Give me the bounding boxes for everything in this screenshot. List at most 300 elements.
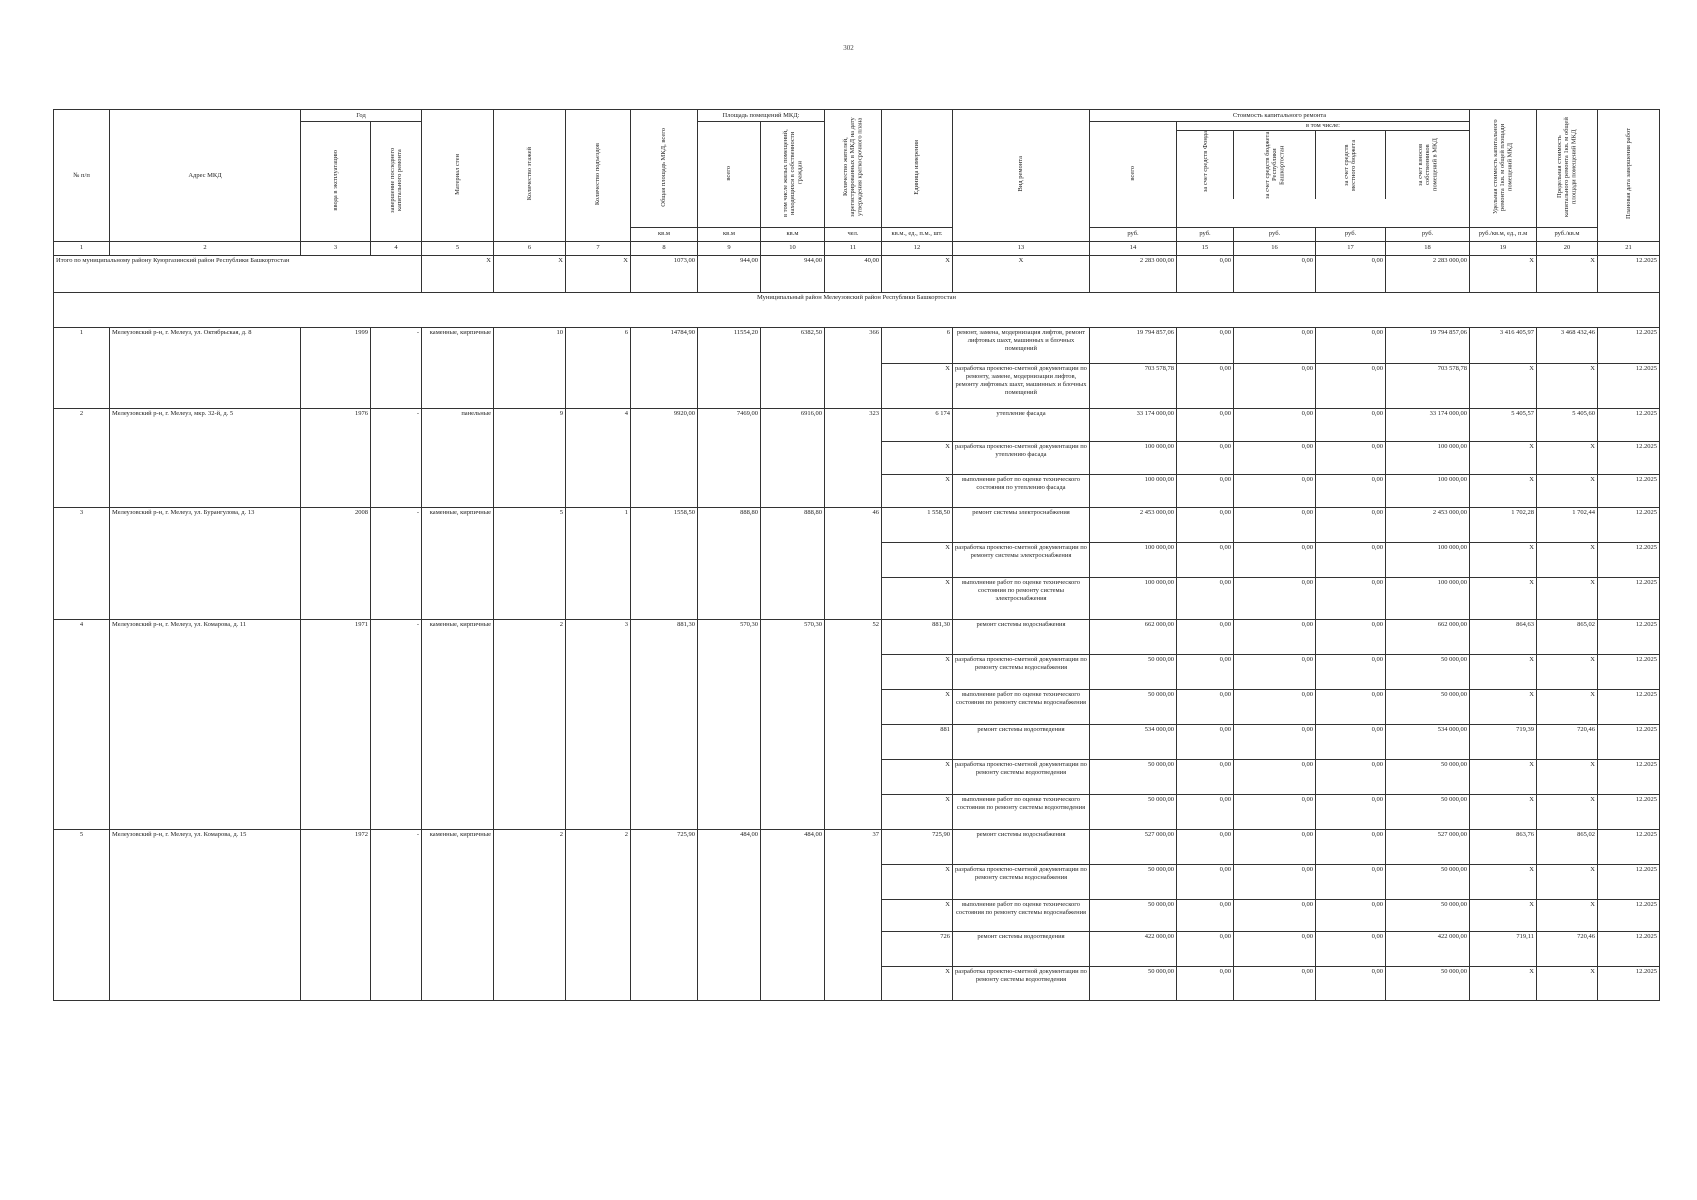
total-cost-fund: 0,00 — [1177, 255, 1234, 292]
work-cost-total: 19 794 857,06 — [1090, 327, 1177, 363]
work-cost-republic: 0,00 — [1234, 829, 1316, 864]
work-type: ремонт системы водоснабжения — [953, 619, 1090, 654]
district-row — [54, 292, 1660, 327]
total-premises-all: 944,00 — [698, 255, 761, 292]
column-number-7: 7 — [566, 241, 631, 255]
work-unit: 726 — [882, 931, 953, 966]
header-cost-incl — [1177, 122, 1470, 228]
work-limit-cost: X — [1537, 441, 1598, 474]
house-num: 1 — [54, 327, 110, 408]
total-floors: X — [494, 255, 566, 292]
work-cost-local: 0,00 — [1316, 654, 1386, 689]
house-num: 4 — [54, 619, 110, 829]
header-cost-fund: за счет средств Фонда — [1177, 131, 1234, 199]
work-cost-total: 703 578,78 — [1090, 363, 1177, 408]
header-cost-local: за счет средств местного бюджета — [1316, 131, 1386, 199]
work-cost-owners: 422 000,00 — [1386, 931, 1470, 966]
column-number-6: 6 — [494, 241, 566, 255]
work-cost-fund: 0,00 — [1177, 654, 1234, 689]
total-cost-local: 0,00 — [1316, 255, 1386, 292]
work-type: разработка проектно-сметной документации по ремонту системы водоотведения — [953, 759, 1090, 794]
work-limit-cost: X — [1537, 577, 1598, 619]
house-year: 1971 — [301, 619, 371, 829]
work-type: выполнение работ по оценке технического состояния по ремонту системы водоснабжения — [953, 899, 1090, 931]
work-cost-local: 0,00 — [1316, 327, 1386, 363]
work-cost-fund: 0,00 — [1177, 899, 1234, 931]
work-date: 12.2025 — [1598, 931, 1660, 966]
work-type: разработка проектно-сметной документации по ремонту системы водоснабжения — [953, 654, 1090, 689]
work-type: выполнение работ по оценке технического состояния по утеплению фасада — [953, 474, 1090, 507]
work-unit-cost: 864,63 — [1470, 619, 1537, 654]
total-date: 12.2025 — [1598, 255, 1660, 292]
work-unit: X — [882, 899, 953, 931]
house-entrances: 1 — [566, 507, 631, 619]
work-cost-local: 0,00 — [1316, 577, 1386, 619]
total-cost-owners: 2 283 000,00 — [1386, 255, 1470, 292]
house-address: Мелеузовский р-н, г. Мелеуз, ул. Октябрьская, д. 8 — [110, 327, 301, 408]
work-cost-local: 0,00 — [1316, 966, 1386, 1000]
work-cost-total: 100 000,00 — [1090, 542, 1177, 577]
work-cost-owners: 50 000,00 — [1386, 654, 1470, 689]
work-cost-fund: 0,00 — [1177, 619, 1234, 654]
house-year: 1976 — [301, 408, 371, 507]
total-limit-cost: X — [1537, 255, 1598, 292]
work-date: 12.2025 — [1598, 864, 1660, 899]
work-unit: 6 — [882, 327, 953, 363]
work-type: выполнение работ по оценке технического состояния по ремонту системы электроснабжения — [953, 577, 1090, 619]
header-address: Адрес МКД — [110, 110, 301, 242]
work-cost-republic: 0,00 — [1234, 864, 1316, 899]
work-cost-fund: 0,00 — [1177, 507, 1234, 542]
work-type: ремонт, замена, модернизация лифтов, ремонт лифтовых шахт, машинных и блочных помещений — [953, 327, 1090, 363]
work-unit: 1 558,50 — [882, 507, 953, 542]
work-cost-local: 0,00 — [1316, 759, 1386, 794]
work-cost-total: 50 000,00 — [1090, 759, 1177, 794]
house-area: 14784,90 — [631, 327, 698, 408]
house-entrances: 4 — [566, 408, 631, 507]
work-type: разработка проектно-сметной документации по ремонту, замене, модернизации лифтов, ремонту лифтовых шахт, машинных и блочных помещений — [953, 363, 1090, 408]
work-date: 12.2025 — [1598, 654, 1660, 689]
work-cost-owners: 33 174 000,00 — [1386, 408, 1470, 441]
work-type: выполнение работ по оценке технического состояния по ремонту системы водоотведения — [953, 794, 1090, 829]
header-year-last-repair: завершение последнего капитального ремонта — [371, 122, 422, 242]
house-material: каменные, кирпичные — [422, 619, 494, 829]
work-cost-owners: 19 794 857,06 — [1386, 327, 1470, 363]
page-number: 302 — [843, 44, 854, 52]
work-date: 12.2025 — [1598, 542, 1660, 577]
work-cost-owners: 50 000,00 — [1386, 864, 1470, 899]
work-cost-fund: 0,00 — [1177, 474, 1234, 507]
work-limit-cost: X — [1537, 363, 1598, 408]
house-last-repair: - — [371, 408, 422, 507]
work-unit: X — [882, 794, 953, 829]
work-cost-republic: 0,00 — [1234, 966, 1316, 1000]
column-numbers-row — [54, 241, 1660, 255]
house-last-repair: - — [371, 327, 422, 408]
work-cost-local: 0,00 — [1316, 899, 1386, 931]
house-premises: 484,00 — [698, 829, 761, 1000]
column-number-5: 5 — [422, 241, 494, 255]
district-title: Муниципальный район Мелеузовский район Республики Башкортостан — [54, 292, 1660, 327]
house-residential: 484,00 — [761, 829, 825, 1000]
column-number-11: 11 — [825, 241, 882, 255]
work-cost-local: 0,00 — [1316, 724, 1386, 759]
work-unit-cost: X — [1470, 474, 1537, 507]
unit-cost-fund: руб. — [1177, 227, 1234, 241]
work-cost-owners: 100 000,00 — [1386, 542, 1470, 577]
work-cost-fund: 0,00 — [1177, 408, 1234, 441]
work-unit: X — [882, 363, 953, 408]
work-unit-cost: X — [1470, 689, 1537, 724]
work-cost-total: 527 000,00 — [1090, 829, 1177, 864]
work-date: 12.2025 — [1598, 619, 1660, 654]
work-cost-republic: 0,00 — [1234, 619, 1316, 654]
house-premises: 570,30 — [698, 619, 761, 829]
work-cost-fund: 0,00 — [1177, 794, 1234, 829]
column-number-20: 20 — [1537, 241, 1598, 255]
header-premises-residential: в том числе жилых помещений, находящихся в собственности граждан — [761, 122, 825, 228]
column-number-12: 12 — [882, 241, 953, 255]
unit-cost-owners: руб. — [1386, 227, 1470, 241]
work-unit: X — [882, 654, 953, 689]
work-limit-cost: 3 468 432,46 — [1537, 327, 1598, 363]
work-cost-total: 50 000,00 — [1090, 794, 1177, 829]
capital-repair-table — [53, 109, 1660, 1001]
work-unit-cost: X — [1470, 363, 1537, 408]
work-cost-republic: 0,00 — [1234, 654, 1316, 689]
work-type: ремонт системы водоотведения — [953, 724, 1090, 759]
column-number-15: 15 — [1177, 241, 1234, 255]
column-number-10: 10 — [761, 241, 825, 255]
work-date: 12.2025 — [1598, 363, 1660, 408]
house-material: каменные, кирпичные — [422, 507, 494, 619]
house-residents: 46 — [825, 507, 882, 619]
header-year-group: Год — [301, 110, 422, 122]
column-number-13: 13 — [953, 241, 1090, 255]
work-cost-republic: 0,00 — [1234, 794, 1316, 829]
work-cost-local: 0,00 — [1316, 507, 1386, 542]
work-cost-republic: 0,00 — [1234, 408, 1316, 441]
work-cost-fund: 0,00 — [1177, 724, 1234, 759]
house-year: 1972 — [301, 829, 371, 1000]
unit-unit: кв.м., ед., п.м., шт. — [882, 227, 953, 241]
house-residents: 37 — [825, 829, 882, 1000]
header-wall-material: Материал стен — [422, 110, 494, 242]
table-row — [54, 408, 1660, 441]
header-total-area: Общая площадь МКД, всего — [631, 110, 698, 228]
work-limit-cost: 1 702,44 — [1537, 507, 1598, 542]
total-residents: 40,00 — [825, 255, 882, 292]
work-cost-owners: 534 000,00 — [1386, 724, 1470, 759]
house-area: 881,30 — [631, 619, 698, 829]
column-number-4: 4 — [371, 241, 422, 255]
work-unit: 881 — [882, 724, 953, 759]
work-limit-cost: X — [1537, 899, 1598, 931]
work-cost-total: 534 000,00 — [1090, 724, 1177, 759]
work-limit-cost: X — [1537, 689, 1598, 724]
work-limit-cost: X — [1537, 759, 1598, 794]
header-planned-date: Плановая дата завершения работ — [1598, 110, 1660, 242]
total-cost-republic: 0,00 — [1234, 255, 1316, 292]
header-floors: Количество этажей — [494, 110, 566, 242]
work-cost-fund: 0,00 — [1177, 363, 1234, 408]
unit-limit-cost: руб./кв.м — [1537, 227, 1598, 241]
house-premises: 11554,20 — [698, 327, 761, 408]
house-address: Мелеузовский р-н, г. Мелеуз, ул. Комарова, д. 15 — [110, 829, 301, 1000]
column-number-16: 16 — [1234, 241, 1316, 255]
house-material: панельные — [422, 408, 494, 507]
column-number-19: 19 — [1470, 241, 1537, 255]
header-cost-group: Стоимость капитального ремонта — [1090, 110, 1470, 122]
work-unit: X — [882, 689, 953, 724]
work-unit-cost: X — [1470, 864, 1537, 899]
table-row — [54, 327, 1660, 363]
work-date: 12.2025 — [1598, 577, 1660, 619]
work-cost-local: 0,00 — [1316, 689, 1386, 724]
work-type: ремонт системы водоотведения — [953, 931, 1090, 966]
work-limit-cost: X — [1537, 542, 1598, 577]
house-residential: 570,30 — [761, 619, 825, 829]
house-residential: 6916,00 — [761, 408, 825, 507]
work-date: 12.2025 — [1598, 966, 1660, 1000]
table-row — [54, 829, 1660, 864]
work-unit-cost: 5 405,57 — [1470, 408, 1537, 441]
work-cost-republic: 0,00 — [1234, 931, 1316, 966]
house-year: 1999 — [301, 327, 371, 408]
work-cost-local: 0,00 — [1316, 829, 1386, 864]
work-unit-cost: X — [1470, 577, 1537, 619]
work-limit-cost: X — [1537, 966, 1598, 1000]
column-number-18: 18 — [1386, 241, 1470, 255]
work-limit-cost: X — [1537, 794, 1598, 829]
work-cost-total: 100 000,00 — [1090, 474, 1177, 507]
work-limit-cost: 865,02 — [1537, 829, 1598, 864]
house-num: 5 — [54, 829, 110, 1000]
total-work: X — [953, 255, 1090, 292]
work-unit-cost: 719,11 — [1470, 931, 1537, 966]
work-cost-owners: 703 578,78 — [1386, 363, 1470, 408]
work-cost-local: 0,00 — [1316, 408, 1386, 441]
work-limit-cost: 720,46 — [1537, 931, 1598, 966]
work-limit-cost: X — [1537, 654, 1598, 689]
total-unit: X — [882, 255, 953, 292]
header-cost-republic: за счет средств бюджета Республики Башкортостан — [1234, 131, 1316, 199]
house-area: 1558,50 — [631, 507, 698, 619]
work-limit-cost: X — [1537, 474, 1598, 507]
work-type: утепление фасада — [953, 408, 1090, 441]
work-cost-fund: 0,00 — [1177, 864, 1234, 899]
work-cost-total: 50 000,00 — [1090, 966, 1177, 1000]
work-unit-cost: X — [1470, 441, 1537, 474]
header-cost-total: всего — [1090, 122, 1177, 228]
work-cost-total: 50 000,00 — [1090, 654, 1177, 689]
work-date: 12.2025 — [1598, 507, 1660, 542]
work-cost-owners: 2 453 000,00 — [1386, 507, 1470, 542]
work-unit: X — [882, 542, 953, 577]
work-unit: 6 174 — [882, 408, 953, 441]
work-cost-owners: 100 000,00 — [1386, 474, 1470, 507]
house-year: 2008 — [301, 507, 371, 619]
work-limit-cost: 865,02 — [1537, 619, 1598, 654]
work-unit: 725,90 — [882, 829, 953, 864]
total-label: Итого по муниципальному району Куюргазинский район Республики Башкортостан — [54, 255, 422, 292]
work-cost-fund: 0,00 — [1177, 327, 1234, 363]
work-unit: 881,30 — [882, 619, 953, 654]
work-cost-owners: 50 000,00 — [1386, 689, 1470, 724]
work-cost-fund: 0,00 — [1177, 966, 1234, 1000]
work-type: разработка проектно-сметной документации по ремонту системы электроснабжения — [953, 542, 1090, 577]
work-cost-fund: 0,00 — [1177, 689, 1234, 724]
column-number-2: 2 — [110, 241, 301, 255]
work-unit: X — [882, 864, 953, 899]
work-unit-cost: X — [1470, 542, 1537, 577]
total-material: X — [422, 255, 494, 292]
header-premises-group: Площадь помещений МКД: — [698, 110, 825, 122]
work-cost-republic: 0,00 — [1234, 542, 1316, 577]
house-floors: 5 — [494, 507, 566, 619]
work-unit-cost: X — [1470, 899, 1537, 931]
house-num: 3 — [54, 507, 110, 619]
work-cost-local: 0,00 — [1316, 931, 1386, 966]
house-address: Мелеузовский р-н, г. Мелеуз, ул. Бурангулова, д. 13 — [110, 507, 301, 619]
work-unit: X — [882, 966, 953, 1000]
header-unit: Единица измерения — [882, 110, 953, 228]
unit-premises-all: кв.м — [698, 227, 761, 241]
work-cost-fund: 0,00 — [1177, 931, 1234, 966]
column-number-14: 14 — [1090, 241, 1177, 255]
work-cost-total: 50 000,00 — [1090, 899, 1177, 931]
work-cost-total: 422 000,00 — [1090, 931, 1177, 966]
work-date: 12.2025 — [1598, 829, 1660, 864]
house-last-repair: - — [371, 829, 422, 1000]
house-num: 2 — [54, 408, 110, 507]
work-cost-fund: 0,00 — [1177, 829, 1234, 864]
work-cost-republic: 0,00 — [1234, 689, 1316, 724]
column-number-8: 8 — [631, 241, 698, 255]
house-last-repair: - — [371, 507, 422, 619]
house-material: каменные, кирпичные — [422, 829, 494, 1000]
work-type: ремонт системы электроснабжения — [953, 507, 1090, 542]
work-cost-republic: 0,00 — [1234, 724, 1316, 759]
work-unit: X — [882, 759, 953, 794]
work-cost-local: 0,00 — [1316, 441, 1386, 474]
work-cost-total: 662 000,00 — [1090, 619, 1177, 654]
work-unit-cost: 719,39 — [1470, 724, 1537, 759]
total-row — [54, 255, 1660, 292]
work-date: 12.2025 — [1598, 327, 1660, 363]
work-unit-cost: X — [1470, 654, 1537, 689]
table-row — [54, 507, 1660, 542]
work-unit: X — [882, 474, 953, 507]
house-floors: 2 — [494, 619, 566, 829]
total-premises-residential: 944,00 — [761, 255, 825, 292]
work-limit-cost: 720,46 — [1537, 724, 1598, 759]
house-material: каменные, кирпичные — [422, 327, 494, 408]
houses-body — [54, 327, 1660, 1000]
header-limit-cost: Предельная стоимость капитального ремонта 1кв. м общей площади помещений МКД — [1537, 110, 1598, 228]
work-cost-local: 0,00 — [1316, 363, 1386, 408]
house-floors: 9 — [494, 408, 566, 507]
header-entrances: Количество подъездов — [566, 110, 631, 242]
work-date: 12.2025 — [1598, 474, 1660, 507]
column-number-9: 9 — [698, 241, 761, 255]
column-number-1: 1 — [54, 241, 110, 255]
work-date: 12.2025 — [1598, 689, 1660, 724]
house-address: Мелеузовский р-н, г. Мелеуз, мкр. 32-й, д. 5 — [110, 408, 301, 507]
work-cost-total: 100 000,00 — [1090, 441, 1177, 474]
work-cost-republic: 0,00 — [1234, 577, 1316, 619]
header-cost-incl-label: в том числе: — [1177, 122, 1469, 131]
work-unit-cost: X — [1470, 966, 1537, 1000]
house-residents: 323 — [825, 408, 882, 507]
unit-cost-total: руб. — [1090, 227, 1177, 241]
work-cost-republic: 0,00 — [1234, 759, 1316, 794]
table-row — [54, 619, 1660, 654]
work-unit: X — [882, 441, 953, 474]
work-unit-cost: X — [1470, 759, 1537, 794]
work-cost-total: 50 000,00 — [1090, 864, 1177, 899]
work-date: 12.2025 — [1598, 794, 1660, 829]
house-area: 725,90 — [631, 829, 698, 1000]
house-residents: 366 — [825, 327, 882, 408]
work-type: разработка проектно-сметной документации по ремонту системы водоотведения — [953, 966, 1090, 1000]
work-date: 12.2025 — [1598, 759, 1660, 794]
house-area: 9920,00 — [631, 408, 698, 507]
header-year-commission: ввода в эксплуатацию — [301, 122, 371, 242]
unit-cost-republic: руб. — [1234, 227, 1316, 241]
work-unit-cost: 3 416 405,97 — [1470, 327, 1537, 363]
header-cost-owners: за счет взносов собственников помещений в МКД — [1416, 138, 1439, 192]
unit-cost-local: руб. — [1316, 227, 1386, 241]
work-type: ремонт системы водоснабжения — [953, 829, 1090, 864]
header-residents: Количество жителей, зарегистрированных в МКД на дату утверждения краткосрочного плана — [825, 110, 882, 228]
work-date: 12.2025 — [1598, 408, 1660, 441]
work-cost-owners: 50 000,00 — [1386, 794, 1470, 829]
work-date: 12.2025 — [1598, 441, 1660, 474]
house-premises: 888,80 — [698, 507, 761, 619]
work-cost-local: 0,00 — [1316, 542, 1386, 577]
total-area: 1073,00 — [631, 255, 698, 292]
work-type: выполнение работ по оценке технического состояния по ремонту системы водоснабжения — [953, 689, 1090, 724]
house-entrances: 2 — [566, 829, 631, 1000]
house-last-repair: - — [371, 619, 422, 829]
house-premises: 7469,00 — [698, 408, 761, 507]
work-cost-fund: 0,00 — [1177, 577, 1234, 619]
work-cost-owners: 662 000,00 — [1386, 619, 1470, 654]
work-cost-fund: 0,00 — [1177, 542, 1234, 577]
house-residential: 888,80 — [761, 507, 825, 619]
column-number-21: 21 — [1598, 241, 1660, 255]
work-cost-republic: 0,00 — [1234, 363, 1316, 408]
work-cost-local: 0,00 — [1316, 619, 1386, 654]
work-cost-total: 33 174 000,00 — [1090, 408, 1177, 441]
work-cost-local: 0,00 — [1316, 794, 1386, 829]
work-type: разработка проектно-сметной документации по ремонту системы водоснабжения — [953, 864, 1090, 899]
work-cost-republic: 0,00 — [1234, 327, 1316, 363]
house-entrances: 6 — [566, 327, 631, 408]
work-cost-republic: 0,00 — [1234, 899, 1316, 931]
house-entrances: 3 — [566, 619, 631, 829]
column-number-3: 3 — [301, 241, 371, 255]
total-entrances: X — [566, 255, 631, 292]
work-unit-cost: 1 702,28 — [1470, 507, 1537, 542]
work-cost-total: 100 000,00 — [1090, 577, 1177, 619]
column-number-17: 17 — [1316, 241, 1386, 255]
house-floors: 10 — [494, 327, 566, 408]
house-residents: 52 — [825, 619, 882, 829]
work-cost-total: 50 000,00 — [1090, 689, 1177, 724]
total-cost-total: 2 283 000,00 — [1090, 255, 1177, 292]
